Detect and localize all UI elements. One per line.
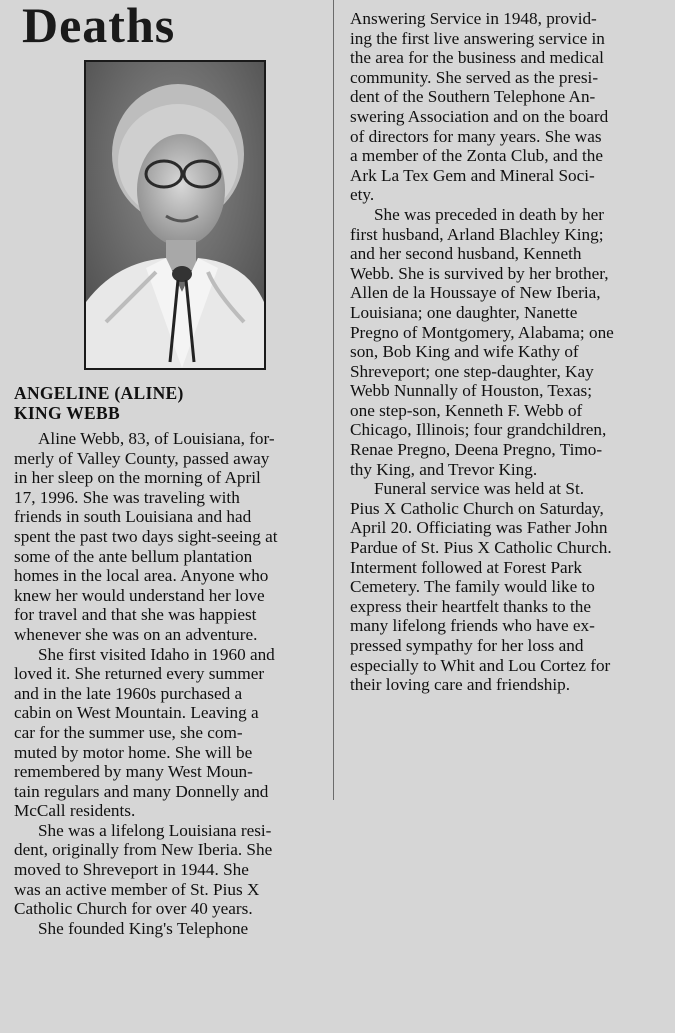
text-line: dent of the Southern Telephone An- (350, 87, 596, 107)
text-line: whenever she was on an adventure. (14, 624, 258, 644)
text-line: spent the past two days sight-seeing at (14, 526, 278, 546)
text-line: and her second husband, Kenneth (350, 244, 582, 264)
text-line: Answering Service in 1948, provid- (350, 9, 597, 28)
text-line: muted by motor home. She will be (14, 742, 253, 762)
text-line: dent, originally from New Iberia. She (14, 840, 273, 860)
text-line: merly of Valley County, passed away (14, 448, 270, 468)
text-line: She was preceded in death by her (374, 204, 605, 224)
text-line: community. She served as the presi- (350, 67, 599, 87)
text-line: express their heartfelt thanks to the (350, 596, 592, 616)
text-line: the area for the business and medical (350, 48, 604, 68)
text-line: Aline Webb, 83, of Louisiana, for- (38, 429, 275, 448)
text-line: She first visited Idaho in 1960 and (38, 644, 275, 664)
portrait-image (86, 62, 264, 368)
text-line: She founded King's Telephone (38, 918, 249, 938)
column-rule (333, 0, 334, 800)
portrait-photo (84, 60, 266, 370)
page-title: Deaths (22, 0, 176, 53)
text-line: knew her would understand her love (14, 585, 265, 605)
text-line: Pardue of St. Pius X Catholic Church. (350, 538, 612, 558)
text-line: some of the ante bellum plantation (14, 546, 253, 566)
text-line: ing the first live answering service in (350, 28, 605, 48)
text-line: first husband, Arland Blachley King; (350, 224, 604, 244)
text-line: loved it. She returned every summer (14, 664, 265, 684)
text-line: Ark La Tex Gem and Mineral Soci- (350, 165, 595, 185)
text-line: remembered by many West Moun- (14, 762, 253, 782)
text-line: moved to Shreveport in 1944. She (14, 860, 249, 880)
text-line: Webb. She is survived by her brother, (350, 263, 609, 283)
name-line-2: KING WEBB (14, 403, 120, 423)
text-line: ety. (350, 185, 375, 205)
text-line: their loving care and friendship. (350, 675, 571, 695)
obituary-right-column (350, 9, 660, 695)
text-line: She was a lifelong Louisiana resi- (38, 820, 272, 840)
text-line: tain regulars and many Donnelly and (14, 781, 269, 801)
text-line: car for the summer use, she com- (14, 722, 243, 742)
text-line: friends in south Louisiana and had (14, 507, 252, 527)
text-line: Shreveport; one step-daughter, Kay (350, 361, 594, 381)
text-line: 17, 1996. She was traveling with (14, 487, 240, 507)
text-line: and in the late 1960s purchased a (14, 683, 243, 703)
text-line: a member of the Zonta Club, and the (350, 146, 603, 166)
text-line: Catholic Church for over 40 years. (14, 899, 253, 919)
text-line: April 20. Officiating was Father John (350, 518, 608, 538)
text-line: Pius X Catholic Church on Saturday, (350, 498, 604, 518)
text-line: cabin on West Mountain. Leaving a (14, 703, 259, 723)
text-line: many lifelong friends who have ex- (350, 616, 595, 636)
text-line: in her sleep on the morning of April (14, 468, 261, 488)
text-line: homes in the local area. Anyone who (14, 566, 269, 586)
text-line: for travel and that she was happiest (14, 605, 257, 625)
text-line: thy King, and Trevor King. (350, 459, 538, 479)
text-line: Cemetery. The family would like to (350, 577, 595, 597)
text-line: Funeral service was held at St. (374, 479, 585, 499)
text-line: Louisiana; one daughter, Nanette (350, 302, 578, 322)
text-line: pressed sympathy for her loss and (350, 636, 584, 655)
text-line: Renae Pregno, Deena Pregno, Timo- (350, 440, 603, 460)
text-line: McCall residents. (14, 801, 136, 821)
text-line: Webb Nunnally of Houston, Texas; (350, 381, 592, 401)
text-line: was an active member of St. Pius X (14, 879, 260, 899)
text-line: Interment followed at Forest Park (350, 557, 582, 577)
text-line: son, Bob King and wife Kathy of (350, 342, 579, 362)
text-line: swering Association and on the board (350, 106, 609, 126)
text-line: especially to Whit and Lou Cortez for (350, 655, 611, 675)
obituary-name (14, 383, 314, 423)
text-line: of directors for many years. She was (350, 126, 602, 146)
text-line: Allen de la Houssaye of New Iberia, (350, 283, 601, 303)
text-line: Pregno of Montgomery, Alabama; one (350, 322, 614, 342)
name-line-1: ANGELINE (ALINE) (14, 383, 184, 403)
text-line: Chicago, Illinois; four grandchildren, (350, 420, 607, 440)
obituary-left-column (14, 429, 326, 938)
text-line: one step-son, Kenneth F. Webb of (350, 400, 583, 420)
